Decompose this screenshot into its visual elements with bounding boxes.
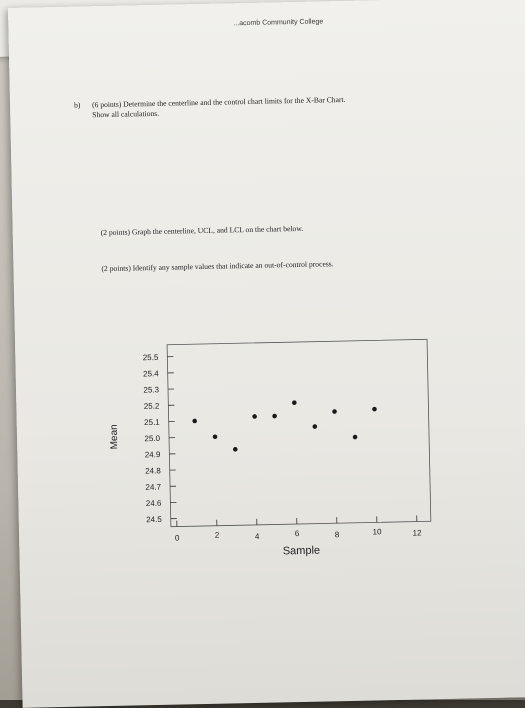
question-identify: (2 points) Identify any sample values that indicate an out-of-control process. [101, 259, 333, 274]
data-point [312, 424, 317, 429]
x-tick-label: 12 [413, 528, 423, 537]
x-tick-label: 10 [373, 527, 383, 536]
y-tick-label: 25.5 [143, 353, 159, 362]
x-tick-label: 0 [175, 534, 180, 543]
data-point [332, 409, 337, 414]
y-tick-label: 24.9 [145, 450, 161, 459]
x-tick-label: 8 [335, 530, 340, 539]
y-tick-label: 25.2 [144, 402, 160, 411]
question-graph: (2 points) Graph the centerline, UCL, and LCL on the chart below. [101, 224, 304, 238]
data-point [233, 447, 238, 452]
question-b-line1: (6 points) Determine the centerline and the control chart limits for the X-Bar Chart. [92, 95, 346, 109]
question-b-number: b) [74, 100, 92, 110]
y-tick-label: 24.7 [145, 482, 161, 491]
data-point [372, 407, 377, 412]
data-point [292, 400, 297, 405]
data-point [192, 419, 197, 424]
x-axis-label: Sample [283, 545, 321, 558]
xbar-chart [8, 0, 525, 708]
plot-frame [167, 339, 431, 526]
y-tick-label: 24.5 [146, 515, 162, 524]
data-point [353, 435, 358, 440]
y-tick-label: 24.6 [146, 499, 162, 508]
x-tick-label: 4 [255, 532, 260, 541]
worksheet-page [8, 0, 525, 708]
question-b-line2: Show all calculations. [74, 102, 474, 120]
y-axis-label: Mean [109, 424, 121, 449]
y-tick-label: 25.4 [143, 369, 159, 378]
data-point [252, 414, 257, 419]
y-tick-label: 25.1 [144, 418, 160, 427]
y-tick-label: 25.3 [143, 385, 159, 394]
data-point [272, 414, 277, 419]
data-point [213, 434, 218, 439]
x-tick-label: 2 [215, 531, 220, 540]
college-header: ...acomb Community College [233, 18, 323, 27]
y-tick-label: 25.0 [144, 434, 160, 443]
x-tick-label: 6 [295, 529, 300, 538]
y-tick-label: 24.8 [145, 466, 161, 475]
